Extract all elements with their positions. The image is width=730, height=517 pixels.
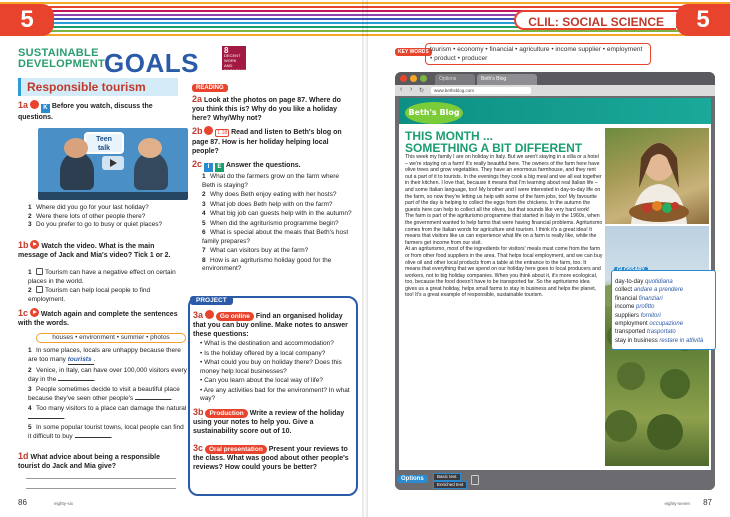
questions-1a: [28, 204, 188, 230]
blog-paragraph: This week my family I are on holiday in Italy. But we aren't staying in a villa or a hotel – we're staying on a farm! It's really beautiful here. The owners of the farm here have olive trees and grow vegetables. They have an enormous farmhouse, and they rent out a part of it to tourists. In the evenings they cook a big meal and we all eat together in their kitchen. I love that, because it means that I'm learning about real Italian life – and some Italian language, too! My brother and I were interested in day-to-day life on the farm, so now they're letting us help with some of the farm jobs, too! My favourite part of the day is helping to collect the eggs from the chickens. In the autumn the guests here can help to collect all the olives, but that sounds like very hard work!: [405, 154, 602, 213]
list-item: • Can you learn about the local way of life?: [200, 377, 323, 384]
list-item: 2 Venice, in Italy, can have over 100,000 visitors every day in the .: [28, 367, 187, 383]
glossary-term: employment: [615, 321, 648, 328]
k-icon: K: [41, 104, 50, 113]
e-icon: E: [215, 163, 224, 172]
exercise-2c: [192, 160, 354, 172]
list-item: 4 What big job can guests help with in the autumn?: [202, 210, 352, 217]
glossary-box: [611, 270, 716, 350]
audio-track-icon[interactable]: 1.18: [217, 130, 228, 136]
tab-beths-blog[interactable]: Beth's Blog: [477, 74, 537, 85]
glossary-term: collect: [615, 287, 633, 294]
exercise-number: 3a: [193, 310, 204, 320]
list-item: 3 What job does Beth help with on the farm?: [202, 200, 333, 208]
oral-presentation-pill: Oral presentation: [205, 445, 267, 454]
back-arrow-icon[interactable]: ‹: [400, 86, 403, 93]
glossary-term: day-to-day: [615, 279, 644, 285]
glossary-row: [615, 337, 712, 345]
exercise-number: 1c: [18, 308, 29, 318]
minimize-window-icon[interactable]: [410, 75, 417, 82]
tick-box[interactable]: [36, 268, 43, 275]
sentence-text: People sometimes decide to visit a beautiful place because they've seen other people's: [28, 386, 180, 402]
sdg-line1: SUSTAINABLE: [18, 47, 99, 59]
list-item: 8 How is an agriturismo holiday good for the environment?: [202, 256, 332, 272]
address-bar: [395, 85, 715, 96]
list-item-text: What can visitors buy at the farm?: [210, 247, 309, 254]
glossary-term: suppliers: [615, 312, 640, 319]
teen-talk-logo: [84, 132, 124, 154]
enriched-text-option[interactable]: Enriched text: [433, 481, 467, 489]
exercise-instruction: What advice about being a responsible tourist do Jack and Mia give?: [18, 454, 160, 470]
sentence-end: .: [110, 432, 113, 440]
exercise-instruction: Before you watch, discuss the questions.: [18, 103, 153, 121]
answer-blank[interactable]: [135, 399, 171, 400]
options-bar: [395, 470, 715, 490]
key-words-box: tourism • economy • financial • agriculture • income supplier • employment • product • producer: [425, 43, 651, 65]
exercise-2a: [192, 95, 354, 123]
list-item: 6 What is special about the meals that Beth's host family prepares?: [202, 229, 349, 245]
list-item-text: When did the agriturismo programme begin?: [210, 219, 339, 227]
list-item-text: What do the farmers grow on the farm where Beth is staying?: [202, 173, 339, 189]
reading-tag: READING: [192, 84, 228, 92]
glossary-translation: restare in attività: [659, 337, 704, 344]
pair-work-icon: [204, 126, 213, 135]
list-item-text: What big job can guests help with in the autumn?: [210, 210, 352, 217]
right-page: [365, 0, 730, 517]
page-number: 87: [703, 498, 712, 507]
answer-blank[interactable]: [28, 418, 64, 419]
list-item: 1 Tourism can have a negative effect on certain places in the world.: [28, 269, 176, 285]
options-1b: [28, 268, 188, 304]
exercise-2b: [192, 126, 354, 156]
exercise-instruction: Write a review of the holiday using your notes to help you. Give a sustainability score out of 10.: [193, 410, 345, 435]
exercise-3a: [193, 310, 353, 339]
exercise-1b: [18, 240, 183, 260]
exercise-instruction: Find an organised holiday that you can buy online. Make notes to answer these questions:: [193, 313, 348, 338]
blog-paragraph: At an agriturismo, most of the ingredients for visitors' meals must come from the farm or from other food suppliers in the area. That helps local employment, and we can buy olive oil and other local products from a table at the entrance to the farm, too. It means that everything that we spend on our holiday here goes to local producers and workers, not to big holiday companies. When you think about it, it's more ecological, too, because the food doesn't have to be transported far. So the agriturismo idea gives us a great holiday, helps small farms to stay in business and helps the planet, too! It's a great example of responsible, sustainable tourism.: [405, 246, 603, 299]
list-item: 1 What do the farmers grow on the farm where Beth is staying?: [202, 173, 339, 189]
list-item: 7 What can visitors buy at the farm?: [202, 247, 309, 254]
glossary-translation: finanziari: [638, 295, 663, 302]
sentence-text: Venice, in Italy, can have over 100,000 visitors every day in the: [28, 367, 187, 383]
tick-box[interactable]: [36, 286, 43, 293]
basic-text-option[interactable]: Basic text: [433, 473, 461, 481]
maximize-window-icon[interactable]: [420, 75, 427, 82]
browser-tab-bar: [395, 72, 715, 85]
sdg-badge-number: 8: [224, 46, 229, 55]
exercise-number: 1a: [18, 100, 29, 110]
glossary-term: stay in business: [615, 337, 658, 344]
sentence-end: .: [170, 394, 173, 402]
word-box: houses • environment • summer • photos: [36, 333, 186, 343]
glossary-term: income: [615, 304, 635, 311]
options-label[interactable]: Options: [397, 475, 428, 483]
sentence-end: .: [94, 375, 96, 383]
exercise-3c: [193, 444, 353, 472]
section-title: Responsible tourism: [18, 78, 178, 96]
glossary-row: [615, 320, 712, 328]
option-text: Tourism can help local people to find employment.: [28, 287, 151, 303]
blog-paragraph: The farm is part of the agriturismo programme that started in Italy in the 1960s, when the government wanted to help farms that were having financial problems. Agriturismo comes from the Italian words for agriculture and tourism. I think it's a great idea! It means that visitors like us can experience what life on a farm is really like, while the farmers get income from our visit.: [405, 213, 603, 246]
exercise-number: 1b: [18, 240, 29, 250]
exercise-instruction: Watch the video. What is the main message of Jack and Mia's video? Tick 1 or 2.: [18, 243, 171, 259]
glossary-translation: profitto: [636, 304, 655, 311]
unit-number: 5: [0, 4, 54, 36]
play-icon[interactable]: [102, 156, 124, 170]
i-icon: I: [204, 163, 213, 172]
exercise-1a: [18, 100, 183, 122]
list-item-text: How is an agriturismo holiday good for the environment?: [202, 256, 332, 272]
list-item: 5 When did the agriturismo programme begin?: [202, 219, 339, 227]
exercise-number: 2a: [192, 94, 203, 104]
bullets-3a: [200, 340, 352, 404]
list-item-text: Do you prefer to go to busy or quiet places?: [36, 221, 163, 228]
sentence-end: .: [64, 413, 66, 421]
list-item-text: Where did you go for your last holiday?: [36, 204, 149, 211]
list-item: 1 In some places, locals are unhappy because there are too many tourists .: [28, 347, 188, 365]
sdg-goals-title: GOALS: [104, 48, 199, 78]
exercise-number: 1d: [18, 451, 29, 461]
exercise-number: 2c: [192, 159, 203, 169]
sdg-badge-text: DECENT WORK AND ECONOMIC GROWTH: [224, 53, 246, 78]
page-number: 86: [18, 498, 27, 507]
sentences-1c: [28, 347, 188, 441]
glossary-term: financial: [615, 295, 638, 302]
list-item-text: What is the destination and accommodation?: [204, 340, 334, 347]
glossary-row: [615, 286, 712, 294]
blog-heading: [405, 130, 582, 154]
logo-line1: Teen: [96, 136, 112, 143]
answer-blank[interactable]: tourists: [68, 356, 94, 366]
list-item: 2 Why does Beth enjoy eating with her hosts?: [202, 191, 337, 198]
answer-line[interactable]: [26, 470, 176, 479]
blog-body: [405, 154, 603, 299]
sdg-line2: DEVELOPMENT: [18, 58, 106, 70]
page-number-words: eighty-six: [54, 501, 74, 506]
exercise-number: 2b: [192, 126, 203, 136]
project-tag: PROJECT: [190, 296, 233, 305]
exercise-instruction: Watch again and complete the sentences with the words.: [18, 311, 178, 327]
list-item: 5 In some popular tourist towns, local people can find it difficult to buy .: [28, 424, 184, 440]
tab-options[interactable]: Options: [435, 74, 475, 85]
exercise-number: 3c: [193, 443, 204, 453]
header-stripes: [0, 0, 365, 40]
book-gutter: [362, 0, 368, 517]
exercise-instruction: Read and listen to Beth's blog on page 87. How is her holiday helping local people?: [192, 129, 342, 155]
production-pill: Production: [205, 409, 247, 418]
glossary-row: [615, 278, 712, 286]
glossary-row: [615, 303, 712, 311]
exercise-1d: [18, 452, 183, 471]
sentence-text: In some popular tourist towns, local people can find it difficult to buy: [28, 424, 184, 440]
close-window-icon[interactable]: [400, 75, 407, 82]
presenter-jack-face: [64, 138, 88, 158]
girl-illustration: [605, 128, 709, 224]
list-item: 3 People sometimes decide to visit a beautiful place because they've seen other people's .: [28, 386, 180, 402]
exercise-number: 3b: [193, 407, 204, 417]
glossary-translation: quotidiana: [645, 279, 673, 285]
glossary-translation: andare a prendere: [633, 287, 684, 294]
option-text: Tourism can have a negative effect on certain places in the world.: [28, 269, 176, 285]
blog-heading-line1: THIS MONTH ...: [405, 129, 493, 143]
list-item: • What could you buy on holiday there? Does this money help local businesses?: [200, 359, 342, 375]
sdg-title: [18, 48, 105, 70]
key-words-tag: KEY WORDS: [395, 48, 432, 56]
list-item-text: Were there lots of other people there?: [36, 212, 146, 220]
presenter-mia-face: [138, 138, 162, 158]
sentence-text: In some places, locals are unhappy because there are too many: [28, 347, 181, 363]
glossary-translation: trasportato: [647, 329, 676, 336]
forward-arrow-icon[interactable]: ›: [410, 86, 413, 93]
list-item: • Is the holiday offered by a local company?: [200, 349, 326, 357]
glossary-term: transported: [615, 329, 646, 336]
answer-line[interactable]: [26, 480, 176, 489]
pair-work-icon: [30, 100, 39, 109]
video-icon: [30, 240, 39, 249]
list-item: 2 Tourism can help local people to find employment.: [28, 287, 151, 303]
list-item: 3 Do you prefer to go to busy or quiet places?: [28, 221, 163, 228]
logo-line2: talk: [97, 145, 111, 152]
video-controls[interactable]: [38, 192, 188, 200]
blog-heading-line2: SOMETHING A BIT DIFFERENT: [405, 141, 583, 155]
exercise-instruction: Present your reviews to the class. What was good about other people's reviews? How could yours be better?: [193, 446, 349, 471]
sentence-text: Too many visitors to a place can damage the natural: [36, 405, 187, 412]
list-item-text: Is the holiday offered by a local company?: [204, 349, 326, 357]
exercise-3b: [193, 408, 353, 436]
sdg-8-badge: [222, 46, 246, 78]
sentence-end: .: [93, 355, 96, 363]
list-item-text: Are any activities bad for the environment? In what way?: [200, 386, 350, 402]
refresh-icon[interactable]: ↻: [419, 88, 425, 94]
girl-with-vegetables-photo: [605, 128, 709, 224]
list-item: • What is the destination and accommodation?: [200, 340, 334, 347]
list-item: • Are any activities bad for the environment? In what way?: [200, 386, 350, 402]
glossary-translation: occupazione: [649, 321, 684, 328]
clil-title: CLIL: SOCIAL SCIENCE: [514, 10, 676, 30]
pair-work-icon: [205, 310, 214, 319]
go-online-pill: Go online: [216, 312, 254, 321]
blog-logo: Beth's Blog: [405, 102, 463, 124]
video-icon: [30, 308, 39, 317]
questions-2c: [202, 173, 352, 274]
glossary-row: [615, 328, 712, 336]
glossary-row: [615, 295, 712, 303]
teen-talk-video[interactable]: [38, 128, 188, 200]
list-item: 4 Too many visitors to a place can damage the natural .: [28, 405, 187, 421]
page-number-words: eighty-seven: [664, 501, 690, 506]
exercise-1c: [18, 308, 183, 328]
list-item: 2 Were there lots of other people there?: [28, 212, 146, 220]
list-item-text: What is special about the meals that Beth's host family prepares?: [202, 229, 349, 245]
unit-number: 5: [676, 4, 730, 36]
phone-icon[interactable]: [471, 475, 479, 485]
glossary-row: [615, 312, 712, 320]
exercise-instruction: Answer the questions.: [225, 162, 301, 169]
list-item: 1 Where did you go for your last holiday?: [28, 204, 149, 211]
list-item-text: Can you learn about the local way of life?: [204, 377, 323, 384]
list-item-text: What could you buy on holiday there? Does this money help local businesses?: [200, 359, 342, 375]
url-field[interactable]: www.bethsblog.com: [431, 87, 531, 94]
exercise-instruction: Look at the photos on page 87. Where do you think this is? Why do you like a holiday here? Why/Why not?: [192, 97, 341, 122]
glossary-translation: fornitori: [640, 312, 661, 319]
list-item-text: Why does Beth enjoy eating with her hosts?: [210, 191, 337, 198]
answer-blank[interactable]: [58, 380, 94, 381]
list-item-text: What job does Beth help with on the farm?: [210, 200, 333, 208]
answer-blank[interactable]: [75, 437, 111, 438]
